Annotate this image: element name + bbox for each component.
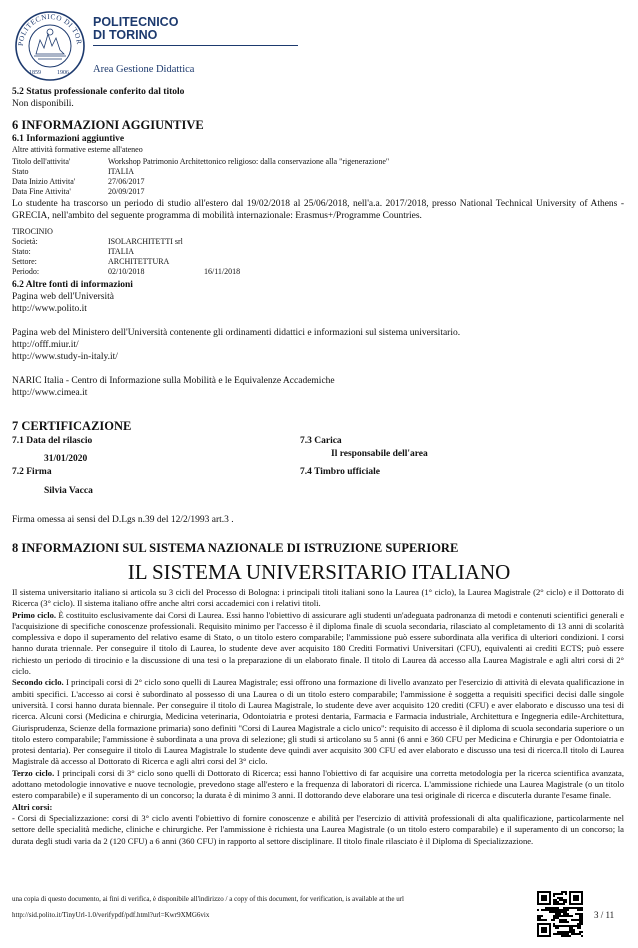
section-6 [12, 118, 624, 399]
tirocinio-table [12, 237, 624, 277]
section-7-title: 7 CERTIFICAZIONE [12, 419, 132, 433]
footer-verification-text: una copia di questo documento, ai fini di verifica, è disponibile all'indirizzo / a copy of this document, for verification, is available at the url http://sid.polito.it/TinyUrl-1.0/verifypdf/pdf.html?url=Kwr9XMG6vix [12, 895, 522, 920]
signature-label: 7.2 Firma [12, 467, 52, 477]
other-courses-label: Altri corsi: [12, 801, 53, 812]
page-number: 3 / 11 [594, 910, 615, 920]
section-5-2-text: Non disponibili. [12, 99, 74, 109]
release-date-value: 31/01/2020 [44, 454, 88, 464]
activity-row: Titolo dell'attivita' Workshop Patrimonio Architettonico religioso: dalla conservazione alla "rigenerazione" [12, 157, 390, 166]
qr-code [537, 891, 583, 937]
brand-subtitle: Area Gestione Didattica [93, 64, 195, 75]
verification-url[interactable]: http://sid.polito.it/TinyUrl-1.0/verifypdf/pdf.html?url=Kwr9XMG6vix [12, 911, 210, 919]
section-6-title: 6 INFORMAZIONI AGGIUNTIVE [12, 118, 204, 132]
section-8-title: 8 INFORMAZIONI SUL SISTEMA NAZIONALE DI ISTRUZIONE SUPERIORE [12, 541, 459, 555]
activity-row: Stato ITALIA [12, 167, 135, 176]
release-date-label: 7.1 Data del rilascio [12, 436, 93, 446]
section-6-1-subtitle: Altre attività formative esterne all'ateneo [12, 145, 143, 154]
signature-value: Silvia Vacca [44, 486, 93, 496]
logo-year-left: 1859 [29, 70, 41, 76]
other-courses-paragraph: - Corsi di Specializzazione: corsi di 3° ciclo aventi l'obiettivo di fornire conoscenze e abilità per l'esercizio di attività professionali di alta qualificazione, particolarmente nel settore delle specialità mediche, cliniche e chirurgiche. Per l'ammissione è richiesta una Laurea Magistrale (o un titolo estero comparabile) e il superamento di un concorso; la durata degli studi varia da 2 (120 CFU) a 6 anni (360 CFU) in rapporto al settore disciplinare. Il titolo finale rilasciato è il Diploma di Specializzazione. [12, 812, 624, 846]
tirocinio-row: Periodo: 02/10/2018 16/11/2018 [12, 267, 241, 276]
first-cycle-label: Primo ciclo. [12, 609, 57, 620]
tirocinio-row: Stato: ITALIA [12, 247, 135, 256]
tirocinio-label: TIROCINIO [12, 227, 53, 236]
system-description [12, 587, 624, 847]
sources-block-1: Pagina web dell'Università http://www.polito.it [12, 291, 624, 315]
university-logo [14, 10, 86, 82]
role-label: 7.3 Carica [300, 436, 342, 446]
signature-note: Firma omessa ai sensi del D.Lgs n.39 del 12/2/1993 art.3 . [12, 515, 234, 525]
link-cimea[interactable]: http://www.cimea.it [12, 388, 88, 398]
section-6-2-title: 6.2 Altre fonti di informazioni [12, 280, 133, 290]
link-miur[interactable]: http://offf.miur.it/ [12, 340, 79, 350]
system-big-title: IL SISTEMA UNIVERSITARIO ITALIANO [127, 560, 511, 584]
tirocinio-row: Settore: ARCHITETTURA [12, 257, 170, 266]
role-value: Il responsabile dell'area [331, 449, 428, 459]
third-cycle-paragraph: Terzo ciclo. I principali corsi di 3° ciclo sono quelli di Dottorato di Ricerca; essi hanno l'obiettivo di far acquisire una corretta metodologia per la ricerca scientifica avanzata, adottano metodologie innovative e nuove tecnologie, prevedono stage all'estero e la frequenza di laboratori di ricerca. L'ammissione richiede una Laurea Magistrale (o un titolo estero comparabile) e il superamento di un concorso; la durata è di minimo 3 anni. Il dottorando deve elaborare una tesi originale di ricerca e discuterla durante l'esame finale. [12, 767, 624, 801]
second-cycle-paragraph: Secondo ciclo. I principali corsi di 2° ciclo sono quelli di Laurea Magistrale; essi offrono una formazione di livello avanzato per l'esercizio di attività di elevata qualificazione in ambiti specifici. L'accesso ai corsi è subordinato al possesso di una Laurea o di un titolo estero comparabile; l'ammissione è soggetta a requisiti specifici decisi dalle singole università. I corsi hanno durata biennale. Per conseguire il titolo di Laurea Magistrale, lo studente deve aver acquisito 120 crediti (CFU) e aver elaborato e discusso una tesi di ricerca. Alcuni corsi (Medicina e chirurgia, Medicina veterinaria, Odontoiatria e protesi dentaria, Farmacia e Farmacia industriale, Architettura e Ingegneria edile-Architettura, Giurisprudenza, Scienze della formazione primaria) sono definiti "Corsi di Laurea Magistrale a ciclo unico": requisito di accesso è il diploma di scuola secondaria superiore o un titolo estero comparabile; l'ammissione è subordinata a una prova di selezione; gli studi si articolano su 5 anni (6 anni e 360 CFU per Medicina e Chirurgia e per Odontoiatria e protesi dentaria). Per conseguire il titolo di Laurea Magistrale lo studente deve quindi aver acquisito 300 CFU ed aver elaborato e discusso una tesi di ricerca.Il titolo di Laurea Magistrale dà accesso al Dottorato di Ricerca e agli altri corsi del 3° ciclo. [12, 677, 624, 767]
link-polito[interactable]: http://www.polito.it [12, 304, 87, 314]
section-6-1-title: 6.1 Informazioni aggiuntive [12, 134, 125, 144]
brand-line-1: POLITECNICO [93, 15, 179, 29]
logo-ring-text: POLITECNICO DI TOR [16, 12, 84, 47]
intro-paragraph: Il sistema universitario italiano si articola su 3 cicli del Processo di Bologna: i principali titoli italiani sono la Laurea (1° ciclo), la Laurea Magistrale (2° ciclo) e il Dottorato di Ricerca (3° ciclo). Il sistema italiano offre anche altri corsi accademici con i relativi titoli. [12, 587, 624, 609]
section-5-2 [12, 86, 624, 110]
link-study-in-italy[interactable]: http://www.study-in-italy.it/ [12, 352, 118, 362]
section-5-2-title: 5.2 Status professionale conferito dal titolo [12, 87, 185, 97]
second-cycle-label: Secondo ciclo. [12, 677, 64, 688]
brand-line-2: DI TORINO [93, 28, 158, 42]
first-cycle-paragraph: Primo ciclo. È costituito esclusivamente dai Corsi di Laurea. Essi hanno l'obiettivo di assicurare agli studenti un'adeguata padronanza di metodi e contenuti scientifici generali e l'acquisizione di specifiche conoscenze professionali. Requisito minimo per l'accesso è il diploma finale di scuola secondaria, rilasciato al completamento di 13 anni di scolarità complessiva e dopo il superamento del relativo esame di Stato, o un titolo estero comparabile; l'ammissione può essere subordinata alla verifica di ulteriori condizioni. I corsi hanno durata triennale. Per conseguire il titolo di Laurea, lo studente deve aver acquisito 180 Crediti Formativi Universitari (CFU), equivalenti ai crediti ECTS; può essere richiesto un periodo di tirocinio e la discussione di una tesi o la preparazione di un elaborato finale. Il titolo di Laurea dà accesso alla Laurea Magistrale e agli altri corsi di 2° ciclo. [12, 609, 625, 677]
activity-table [12, 157, 624, 197]
stamp-label: 7.4 Timbro ufficiale [300, 467, 380, 477]
activity-row: Data Inizio Attivita' 27/06/2017 [12, 177, 145, 186]
third-cycle-label: Terzo ciclo. [12, 767, 55, 778]
activity-row: Data Fine Attivita' 20/09/2017 [12, 187, 145, 196]
sources-block-3: NARIC Italia - Centro di Informazione sulla Mobilità e le Equivalenze Accademiche http://www.cimea.it [12, 375, 624, 399]
logo-year-right: 1906 [57, 70, 69, 76]
tirocinio-row: Società: ISOLARCHITETTI srl [12, 237, 183, 246]
brand-divider [93, 45, 298, 46]
brand-name [93, 16, 178, 42]
sources-block-2: Pagina web del Ministero dell'Università contenente gli ordinamenti didattici e informazioni sul sistema universitario. http://offf.miur.it/ http://www.study-in-italy.it/ [12, 327, 624, 363]
abroad-paragraph: Lo studente ha trascorso un periodo di studio all'estero dal 19/02/2018 al 25/06/2018, nell'a.a. 2017/2018, presso National Technical University of Athens - GRECIA, nell'ambito del seguente programma di mobilità internazionale: Erasmus+/Programme Countries. [12, 199, 624, 221]
